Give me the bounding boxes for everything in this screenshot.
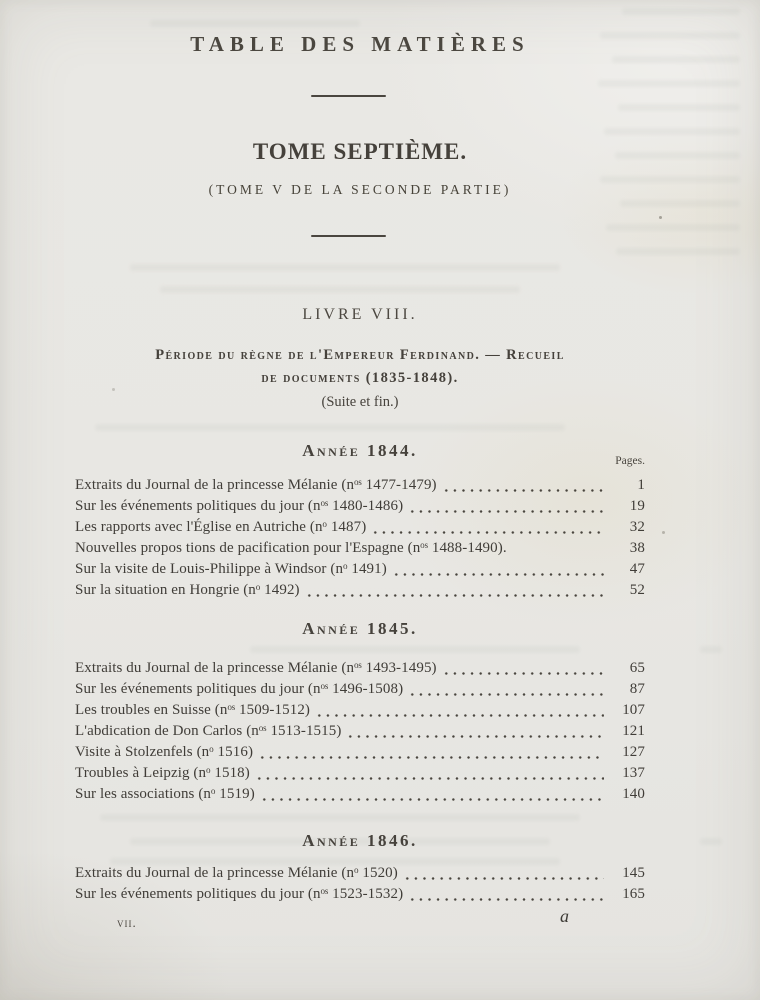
book-heading: LIVRE VIII. bbox=[302, 306, 418, 323]
toc-entry-page: 19 bbox=[629, 498, 645, 514]
toc-entry bbox=[75, 475, 645, 496]
bleedthrough-ghost bbox=[616, 248, 740, 255]
bleedthrough-ghost bbox=[598, 80, 740, 87]
toc-entry-page: 145 bbox=[622, 865, 645, 881]
bleedthrough-ghost bbox=[100, 814, 580, 821]
toc-entry-page: 65 bbox=[629, 660, 645, 676]
toc-entry-page: 121 bbox=[622, 723, 645, 739]
toc-entry bbox=[75, 538, 645, 559]
toc-entry-title: Sur la situation en Hongrie (nᵒ 1492) bbox=[75, 582, 300, 598]
period-heading-line2: de documents (1835-1848). bbox=[261, 370, 459, 386]
toc-section-1846 bbox=[75, 863, 645, 905]
toc-entry-page: 140 bbox=[622, 786, 645, 802]
toc-entry-title: Sur les événements politiques du jour (nᵒˢ 1523-1532) bbox=[75, 886, 404, 902]
section-heading-1844: Année 1844. bbox=[302, 441, 418, 460]
pages-column-label: Pages. bbox=[615, 455, 645, 467]
dot-leader bbox=[371, 517, 604, 538]
toc-entry-page: 52 bbox=[629, 582, 645, 598]
tome-heading: TOME SEPTIÈME. bbox=[252, 139, 468, 164]
period-heading bbox=[75, 344, 645, 390]
section-heading-1846: Année 1846. bbox=[302, 831, 418, 850]
dot-leader bbox=[392, 559, 604, 580]
paper-speck bbox=[659, 216, 662, 219]
toc-entry bbox=[75, 559, 645, 580]
toc-entry-title: Extraits du Journal de la princesse Mélanie (nᵒˢ 1477-1479) bbox=[75, 477, 437, 493]
toc-entry bbox=[75, 517, 645, 538]
dot-leader bbox=[442, 658, 604, 679]
tome-subheading: (TOME V DE LA SECONDE PARTIE) bbox=[208, 182, 512, 197]
dot-leader bbox=[258, 742, 604, 763]
toc-entry-title: Sur les événements politiques du jour (nᵒˢ 1480-1486) bbox=[75, 498, 404, 514]
toc-entry-title: Extraits du Journal de la princesse Mélanie (nᵒˢ 1493-1495) bbox=[75, 660, 437, 676]
volume-signature: vii. bbox=[117, 915, 137, 930]
toc-entry-page: 137 bbox=[622, 765, 645, 781]
dot-leader bbox=[315, 700, 604, 721]
bleedthrough-ghost bbox=[606, 224, 740, 231]
bleedthrough-ghost bbox=[250, 646, 580, 653]
gathering-mark: a bbox=[560, 906, 569, 926]
period-heading-line1: Période du règne de l'Empereur Ferdinand. — Recueil bbox=[155, 347, 565, 363]
dot-leader bbox=[408, 679, 604, 700]
divider-rule bbox=[311, 95, 386, 97]
bleedthrough-ghost bbox=[95, 424, 565, 431]
toc-entry bbox=[75, 580, 645, 601]
bleedthrough-ghost bbox=[130, 264, 560, 271]
dot-leader bbox=[408, 884, 604, 905]
dot-leader bbox=[442, 475, 604, 496]
dot-leader bbox=[255, 763, 604, 784]
toc-entry bbox=[75, 784, 645, 805]
toc-entry bbox=[75, 679, 645, 700]
paper-speck bbox=[662, 531, 665, 534]
toc-entry bbox=[75, 496, 645, 517]
toc-entry bbox=[75, 863, 645, 884]
toc-entry-page: 38 bbox=[629, 540, 645, 556]
toc-entry-title: Sur la visite de Louis-Philippe à Windsor (nᵒ 1491) bbox=[75, 561, 387, 577]
toc-entry-page: 165 bbox=[622, 886, 645, 902]
toc-entry bbox=[75, 700, 645, 721]
toc-entry-page: 87 bbox=[629, 681, 645, 697]
toc-entry-title: Visite à Stolzenfels (nᵒ 1516) bbox=[75, 744, 254, 760]
toc-entry bbox=[75, 721, 645, 742]
dot-leader bbox=[403, 863, 604, 884]
toc-entry-title: Troubles à Leipzig (nᵒ 1518) bbox=[75, 765, 250, 781]
dot-leader bbox=[260, 784, 604, 805]
dot-leader bbox=[408, 496, 604, 517]
toc-entry-page: 1 bbox=[637, 477, 645, 493]
toc-entry-page: 107 bbox=[622, 702, 645, 718]
toc-entry-page: 32 bbox=[629, 519, 645, 535]
toc-entry-title: Sur les événements politiques du jour (nᵒˢ 1496-1508) bbox=[75, 681, 404, 697]
toc-entry bbox=[75, 742, 645, 763]
bleedthrough-ghost bbox=[160, 286, 520, 293]
bleedthrough-ghost bbox=[612, 56, 740, 63]
toc-entry bbox=[75, 658, 645, 679]
toc-entry-page: 47 bbox=[629, 561, 645, 577]
bleedthrough-ghost bbox=[700, 838, 722, 845]
toc-entry-title: Extraits du Journal de la princesse Mélanie (nᵒ 1520) bbox=[75, 865, 398, 881]
dot-leader bbox=[305, 580, 604, 601]
section-heading-1845: Année 1845. bbox=[302, 619, 418, 638]
toc-entry bbox=[75, 884, 645, 905]
divider-rule bbox=[311, 235, 386, 237]
toc-section-1845 bbox=[75, 658, 645, 805]
dot-leader bbox=[346, 721, 604, 742]
toc-entry bbox=[75, 763, 645, 784]
bleedthrough-ghost bbox=[620, 200, 740, 207]
bleedthrough-ghost bbox=[618, 104, 740, 111]
toc-entry-title: Les troubles en Suisse (nᵒˢ 1509-1512) bbox=[75, 702, 311, 718]
toc-section-1844 bbox=[75, 475, 645, 601]
toc-entry-page: 127 bbox=[622, 744, 645, 760]
page-title: TABLE DES MATIÈRES bbox=[190, 32, 530, 56]
bleedthrough-ghost bbox=[700, 646, 722, 653]
bleedthrough-ghost bbox=[150, 20, 360, 27]
toc-entry-title: Nouvelles propos tions de pacification pour l'Espagne (nᵒˢ 1488-1490). bbox=[75, 540, 507, 556]
suite-note: (Suite et fin.) bbox=[321, 394, 399, 410]
bleedthrough-ghost bbox=[622, 8, 740, 15]
bleedthrough-ghost bbox=[604, 128, 740, 135]
toc-entry-title: Sur les associations (nᵒ 1519) bbox=[75, 786, 255, 802]
toc-entry-title: L'abdication de Don Carlos (nᵒˢ 1513-1515) bbox=[75, 723, 342, 739]
dot-leader bbox=[512, 538, 604, 559]
toc-entry-title: Les rapports avec l'Église en Autriche (nᵒ 1487) bbox=[75, 519, 367, 535]
